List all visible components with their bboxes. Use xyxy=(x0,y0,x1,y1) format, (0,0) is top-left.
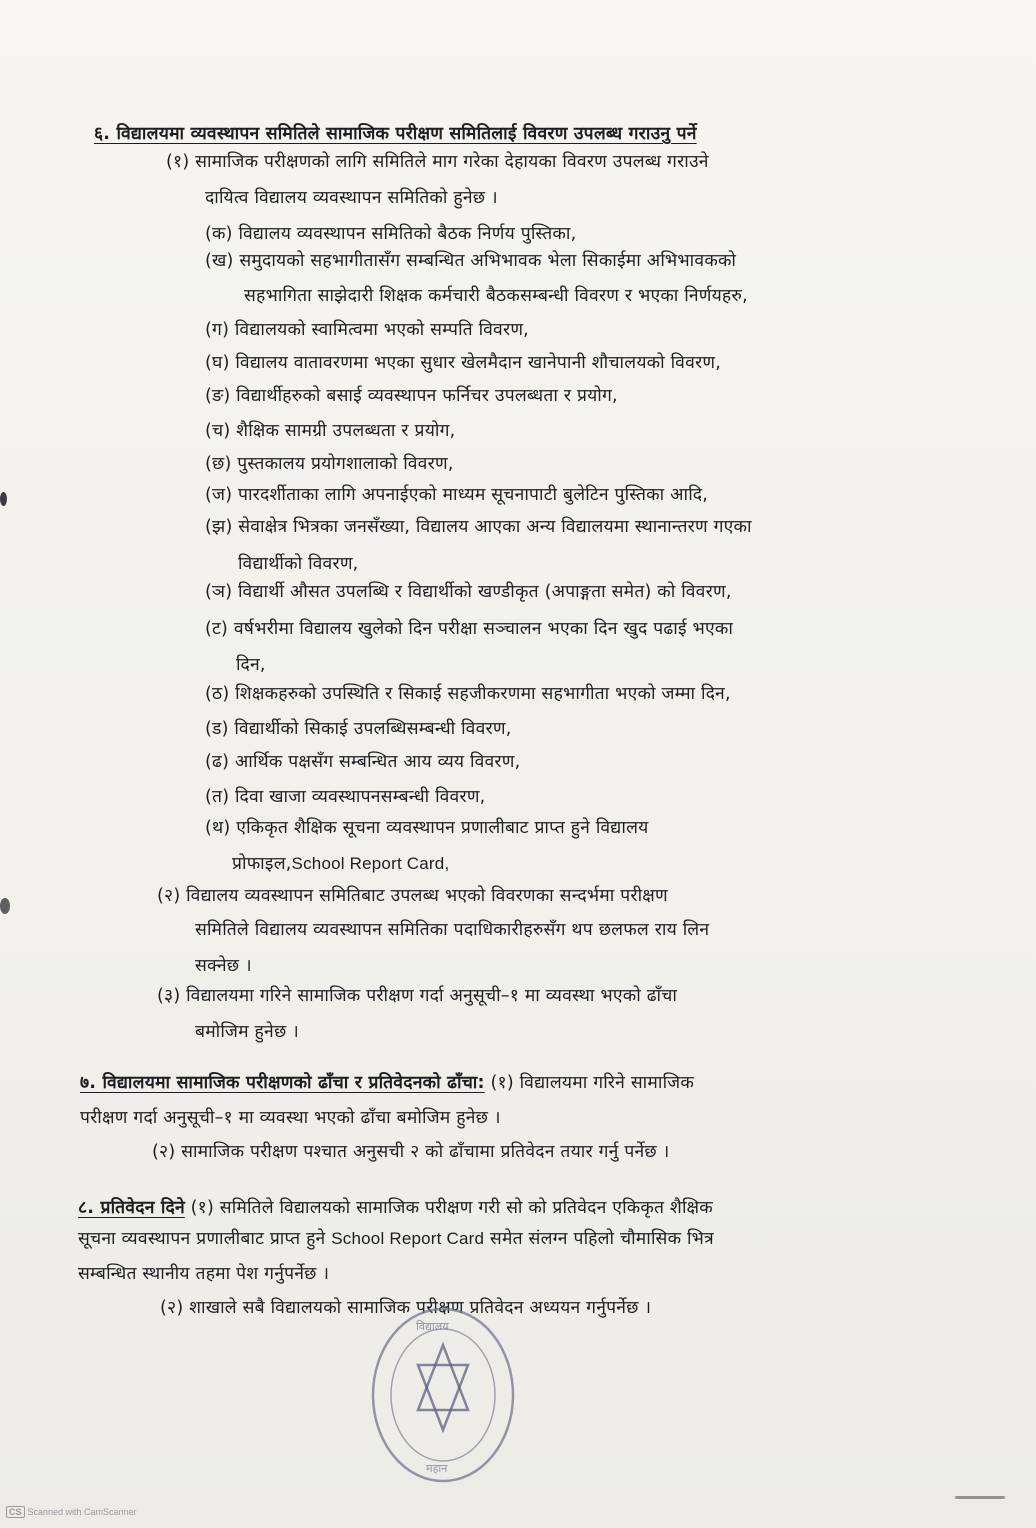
list-item-jha-cont: विद्यार्थीको विवरण, xyxy=(238,554,359,574)
section-8-line-2 xyxy=(78,1227,714,1251)
school-report-card-text: School Report Card, xyxy=(291,854,450,873)
section-6-para-2-line-2: समितिले विद्यालय व्यवस्थापन समितिका पदाधिकारीहरुसँग थप छलफल राय लिन xyxy=(195,920,710,940)
scan-mark xyxy=(0,492,7,506)
school-seal-stamp xyxy=(368,1300,518,1485)
list-item-ta2: (त) दिवा खाजा व्यवस्थापनसम्बन्धी विवरण, xyxy=(205,787,486,807)
section-7-line-1-rest: (१) विद्यालयमा गरिने सामाजिक xyxy=(484,1073,694,1093)
stamp-top-text: विद्यालय xyxy=(416,1320,449,1333)
section-8-heading: ८. प्रतिवेदन दिने xyxy=(78,1198,185,1218)
section-7-line-3: (२) सामाजिक परीक्षण पश्चात अनुसची २ को ढाँचामा प्रतिवेदन तयार गर्नु पर्नेछ । xyxy=(152,1142,670,1162)
list-item-dha: (ढ) आर्थिक पक्षसँग सम्बन्धित आय व्यय विवरण, xyxy=(205,752,521,772)
section-6-para-3-line-1: (३) विद्यालयमा गरिने सामाजिक परीक्षण गर्दा अनुसूची–१ मा व्यवस्था भएको ढाँचा xyxy=(157,986,678,1006)
list-item-ga: (ग) विद्यालयको स्वामित्वमा भएको सम्पति विवरण, xyxy=(205,320,529,340)
list-item-ka: (क) विद्यालय व्यवस्थापन समितिको बैठक निर्णय पुस्तिका, xyxy=(205,224,577,244)
list-item-chha: (छ) पुस्तकालय प्रयोगशालाको विवरण, xyxy=(205,454,454,474)
section-6-para-1-line-2: दायित्व विद्यालय व्यवस्थापन समितिको हुनेछ । xyxy=(205,188,498,208)
list-item-kha-cont: सहभागिता साझेदारी शिक्षक कर्मचारी बैठकसम्बन्धी विवरण र भएका निर्णयहरु, xyxy=(244,286,748,306)
section-8-line-1-rest: (१) समितिले विद्यालयको सामाजिक परीक्षण गरी सो को प्रतिवेदन एकिकृत शैक्षिक xyxy=(184,1198,713,1218)
list-item-da: (ड) विद्यार्थीको सिकाई उपलब्धिसम्बन्धी विवरण, xyxy=(205,719,512,739)
section-8-line-1 xyxy=(78,1196,713,1220)
school-report-card-text-2: School Report Card xyxy=(331,1229,485,1248)
section-6-para-2-line-3: सक्नेछ । xyxy=(195,956,252,976)
list-item-ta: (ट) वर्षभरीमा विद्यालय खुलेको दिन परीक्षा सञ्चालन भएका दिन खुद पढाई भएका xyxy=(205,619,734,639)
list-item-tha: (ठ) शिक्षकहरुको उपस्थिति र सिकाई सहजीकरणमा सहभागीता भएको जम्मा दिन, xyxy=(205,684,731,704)
list-item-ta-cont: दिन, xyxy=(236,655,266,675)
scan-mark xyxy=(0,898,10,914)
list-item-jha: (झ) सेवाक्षेत्र भित्रका जनसँख्या, विद्यालय आएका अन्य विद्यालयमा स्थानान्तरण गएका xyxy=(205,517,752,537)
list-item-tha2-cont xyxy=(232,852,449,876)
list-item-ja: (ज) पारदर्शीताका लागि अपनाईएको माध्यम सूचनापाटी बुलेटिन पुस्तिका आदि, xyxy=(205,485,708,505)
section-8-line-3: सम्बन्धित स्थानीय तहमा पेश गर्नुपर्नेछ । xyxy=(78,1264,330,1284)
scanner-footer xyxy=(6,1506,137,1518)
list-item-gha: (घ) विद्यालय वातावरणमा भएका सुधार खेलमैदान खानेपानी शौचालयको विवरण, xyxy=(205,353,721,373)
list-item-nya: (ञ) विद्यार्थी औसत उपलब्धि र विद्यार्थीको खण्डीकृत (अपाङ्गता समेत) को विवरण, xyxy=(205,582,732,602)
section-7-line-2: परीक्षण गर्दा अनुसूची–१ मा व्यवस्था भएको ढाँचा बमोजिम हुनेछ । xyxy=(80,1108,501,1128)
section-8-line-2-part-b: समेत संलग्न पहिलो चौमासिक भित्र xyxy=(484,1229,714,1249)
section-7-heading: ७. विद्यालयमा सामाजिक परीक्षणको ढाँचा र प्रतिवेदनको ढाँचा: xyxy=(80,1073,485,1093)
section-8-line-4: (२) शाखाले सबै विद्यालयको सामाजिक परीक्षण प्रतिवेदन अध्ययन गर्नुपर्नेछ । xyxy=(160,1298,652,1318)
section-6-para-1-line-1: (१) सामाजिक परीक्षणको लागि समितिले माग गरेका देहायका विवरण उपलब्ध गराउने xyxy=(166,152,709,172)
section-6-para-2-line-1: (२) विद्यालय व्यवस्थापन समितिबाट उपलब्ध भएको विवरणका सन्दर्भमा परीक्षण xyxy=(157,886,668,906)
section-8-line-2-part-a: सूचना व्यवस्थापन प्रणालीबाट प्राप्त हुने xyxy=(78,1229,332,1249)
section-6-para-3-line-2: बमोजिम हुनेछ । xyxy=(195,1022,300,1042)
scan-mark xyxy=(955,1496,1005,1499)
scanner-footer-text: Scanned with CamScanner xyxy=(27,1507,137,1517)
list-item-kha: (ख) समुदायको सहभागीतासँग सम्बन्धित अभिभावक भेला सिकाईमा अभिभावकको xyxy=(205,251,737,271)
section-7-line-1 xyxy=(80,1071,694,1095)
list-item-nga: (ङ) विद्यार्थीहरुको बसाई व्यवस्थापन फर्निचर उपलब्धता र प्रयोग, xyxy=(205,386,618,406)
profile-text: प्रोफाइल, xyxy=(232,854,292,874)
list-item-cha: (च) शैक्षिक सामग्री उपलब्धता र प्रयोग, xyxy=(205,421,456,441)
section-6-heading: ६. विद्यालयमा व्यवस्थापन समितिले सामाजिक परीक्षण समितिलाई विवरण उपलब्ध गराउनु पर्ने xyxy=(94,124,697,144)
camscanner-logo: CS xyxy=(6,1506,25,1518)
stamp-bottom-text: महान xyxy=(426,1462,448,1475)
list-item-tha2: (थ) एकिकृत शैक्षिक सूचना व्यवस्थापन प्रणालीबाट प्राप्त हुने विद्यालय xyxy=(205,818,649,838)
